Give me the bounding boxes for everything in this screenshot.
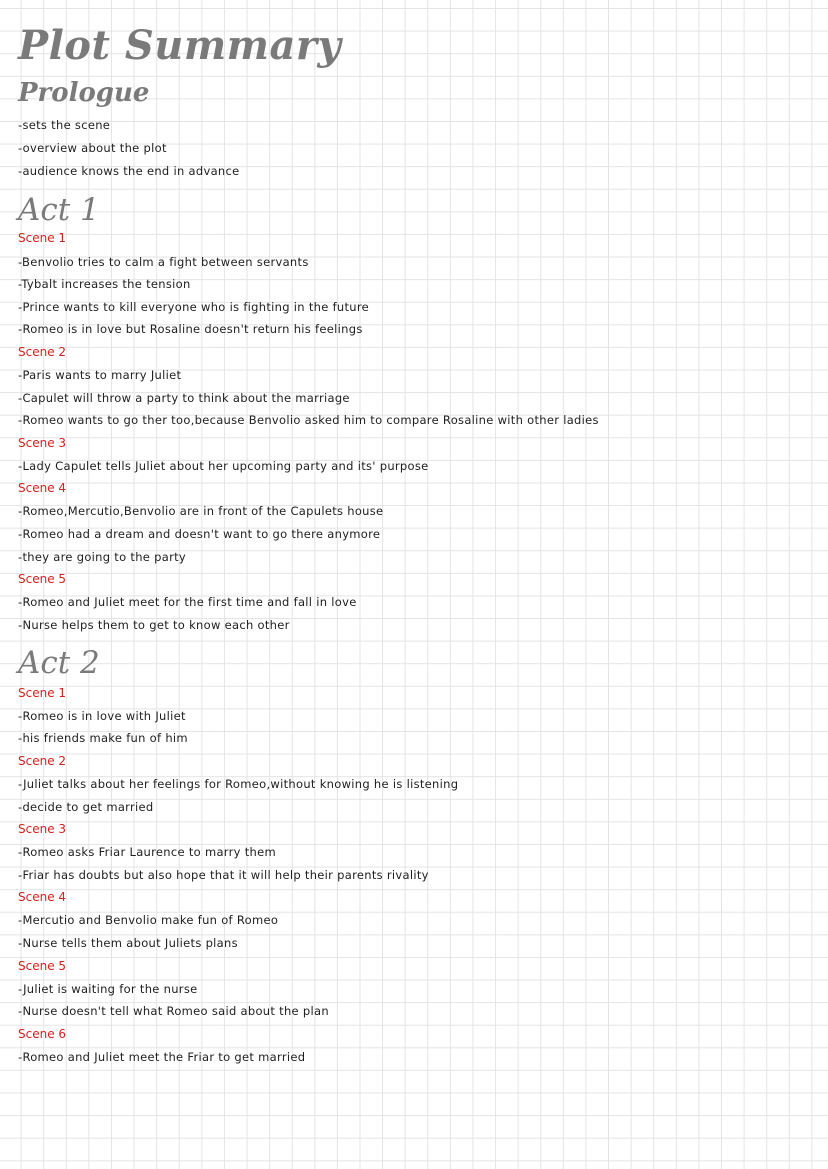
act2-scene-4-label: Scene 4	[18, 890, 67, 904]
prologue-line: -overview about the plot	[18, 141, 167, 155]
prologue-line: -sets the scene	[18, 118, 111, 132]
act2-scene-3-label: Scene 3	[18, 822, 67, 836]
act1-scene-1-line: -Romeo is in love but Rosaline doesn't return his feelings	[18, 322, 363, 336]
act1-scene-3-label: Scene 3	[18, 436, 67, 450]
act2-scene-6-line: -Romeo and Juliet meet the Friar to get married	[18, 1050, 306, 1064]
act1-scene-2-line: -Romeo wants to go ther too,because Benvolio asked him to compare Rosaline with other ladies	[18, 413, 599, 427]
act-1-heading: Act 1	[18, 192, 100, 228]
act2-scene-5-line: -Juliet is waiting for the nurse	[18, 982, 198, 996]
act1-scene-4-line: -they are going to the party	[18, 550, 187, 564]
act2-scene-1-line: -his friends make fun of him	[18, 731, 188, 745]
act2-scene-4-line: -Mercutio and Benvolio make fun of Romeo	[18, 913, 279, 927]
act1-scene-1-line: -Benvolio tries to calm a fight between servants	[18, 255, 309, 269]
act2-scene-1-line: -Romeo is in love with Juliet	[18, 709, 186, 723]
act1-scene-2-label: Scene 2	[18, 345, 67, 359]
act1-scene-3-line: -Lady Capulet tells Juliet about her upcoming party and its' purpose	[18, 459, 429, 473]
act1-scene-2-line: -Paris wants to marry Juliet	[18, 368, 182, 382]
act1-scene-4-label: Scene 4	[18, 481, 67, 495]
act2-scene-2-label: Scene 2	[18, 754, 67, 768]
act2-scene-4-line: -Nurse tells them about Juliets plans	[18, 936, 238, 950]
act2-scene-3-line: -Romeo asks Friar Laurence to marry them	[18, 845, 276, 859]
act2-scene-6-label: Scene 6	[18, 1027, 67, 1041]
act1-scene-1-line: -Prince wants to kill everyone who is fighting in the future	[18, 300, 370, 314]
act2-scene-2-line: -decide to get married	[18, 800, 154, 814]
act-2-heading: Act 2	[18, 645, 100, 681]
act1-scene-4-line: -Romeo had a dream and doesn't want to go there anymore	[18, 527, 381, 541]
prologue-line: -audience knows the end in advance	[18, 164, 240, 178]
act1-scene-4-line: -Romeo,Mercutio,Benvolio are in front of the Capulets house	[18, 504, 384, 518]
prologue-heading: Prologue	[18, 78, 150, 108]
page-title: Plot Summary	[18, 22, 342, 69]
act1-scene-5-line: -Nurse helps them to get to know each other	[18, 618, 290, 632]
act2-scene-5-label: Scene 5	[18, 959, 67, 973]
act1-scene-2-line: -Capulet will throw a party to think about the marriage	[18, 391, 350, 405]
act2-scene-2-line: -Juliet talks about her feelings for Romeo,without knowing he is listening	[18, 777, 459, 791]
act1-scene-1-line: -Tybalt increases the tension	[18, 277, 191, 291]
act2-scene-1-label: Scene 1	[18, 686, 67, 700]
act1-scene-5-line: -Romeo and Juliet meet for the first time and fall in love	[18, 595, 357, 609]
act2-scene-3-line: -Friar has doubts but also hope that it will help their parents rivality	[18, 868, 429, 882]
act1-scene-1-label: Scene 1	[18, 231, 67, 245]
act2-scene-5-line: -Nurse doesn't tell what Romeo said about the plan	[18, 1004, 329, 1018]
act1-scene-5-label: Scene 5	[18, 572, 67, 586]
